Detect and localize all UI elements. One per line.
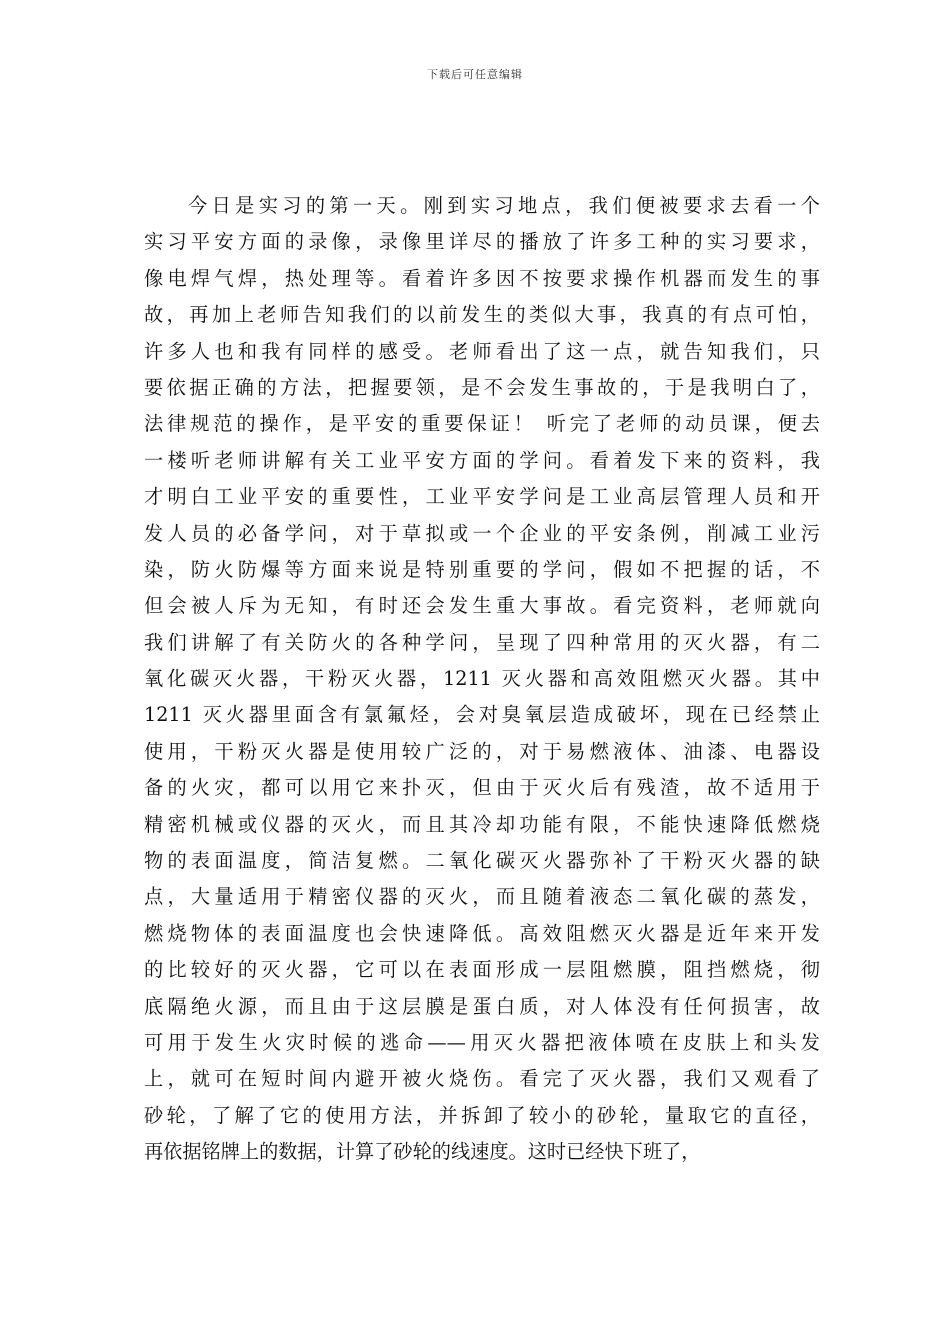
text-line: 但会被人斥为无知，有时还会发生重大事故。看完资料，老师就向 bbox=[144, 594, 820, 618]
text-line: 像电焊气焊，热处理等。看着许多因不按要求操作机器而发生的事 bbox=[144, 266, 820, 290]
text-line: 氧化碳灭火器，干粉灭火器，1211 灭火器和高效阻燃灭火器。其中 bbox=[144, 667, 820, 691]
text-line: 砂轮，了解了它的使用方法，并拆卸了较小的砂轮，量取它的直径， bbox=[144, 1103, 820, 1127]
text-line: 今日是实习的第一天。刚到实习地点，我们便被要求去看一个 bbox=[188, 194, 820, 217]
text-line: 故，再加上老师告知我们的以前发生的类似大事，我真的有点可怕， bbox=[144, 303, 820, 327]
text-line: 物的表面温度，简洁复燃。二氧化碳灭火器弥补了干粉灭火器的缺 bbox=[144, 849, 820, 873]
text-line: 实习平安方面的录像，录像里详尽的播放了许多工种的实习要求， bbox=[144, 230, 820, 254]
text-line: 才明白工业平安的重要性，工业平安学问是工业高层管理人员和开 bbox=[144, 485, 820, 509]
text-line: 再依据铭牌上的数据，计算了砂轮的线速度。这时已经快下班了， bbox=[144, 1140, 701, 1164]
text-line: 发人员的必备学问，对于草拟或一个企业的平安条例，削减工业污 bbox=[144, 521, 820, 545]
text-line: 上，就可在短时间内避开被火烧伤。看完了灭火器，我们又观看了 bbox=[144, 1067, 820, 1091]
text-line: 法律规范的操作，是平安的重要保证！ 听完了老师的动员课，便去 bbox=[144, 412, 820, 436]
body-paragraph bbox=[144, 188, 820, 1171]
text-line: 一楼听老师讲解有关工业平安方面的学问。看着发下来的资料，我 bbox=[144, 448, 820, 472]
text-line: 底隔绝火源，而且由于这层膜是蛋白质，对人体没有任何损害，故 bbox=[144, 994, 820, 1018]
text-line: 许多人也和我有同样的感受。老师看出了这一点，就告知我们，只 bbox=[144, 339, 820, 363]
text-line: 可用于发生火灾时候的逃命——用灭火器把液体喷在皮肤上和头发 bbox=[144, 1030, 820, 1054]
text-line: 要依据正确的方法，把握要领，是不会发生事故的，于是我明白了， bbox=[144, 375, 820, 399]
text-line: 燃烧物体的表面温度也会快速降低。高效阻燃灭火器是近年来开发 bbox=[144, 921, 820, 945]
text-line: 1211 灭火器里面含有氯氟烃，会对臭氧层造成破坏，现在已经禁止 bbox=[144, 703, 820, 727]
text-line: 我们讲解了有关防火的各种学问，呈现了四种常用的灭火器，有二 bbox=[144, 630, 820, 654]
page-header: 下载后可任意编辑 bbox=[427, 68, 523, 81]
text-line: 的比较好的灭火器，它可以在表面形成一层阻燃膜，阻挡燃烧，彻 bbox=[144, 958, 820, 982]
text-line: 备的火灾，都可以用它来扑灭，但由于灭火后有残渣，故不适用于 bbox=[144, 776, 820, 800]
text-line: 点，大量适用于精密仪器的灭火，而且随着液态二氧化碳的蒸发， bbox=[144, 885, 820, 909]
text-line: 使用，干粉灭火器是使用较广泛的，对于易燃液体、油漆、电器设 bbox=[144, 739, 820, 763]
text-line: 精密机械或仪器的灭火，而且其冷却功能有限，不能快速降低燃烧 bbox=[144, 812, 820, 836]
text-line: 染，防火防爆等方面来说是特别重要的学问，假如不把握的话，不 bbox=[144, 557, 820, 581]
